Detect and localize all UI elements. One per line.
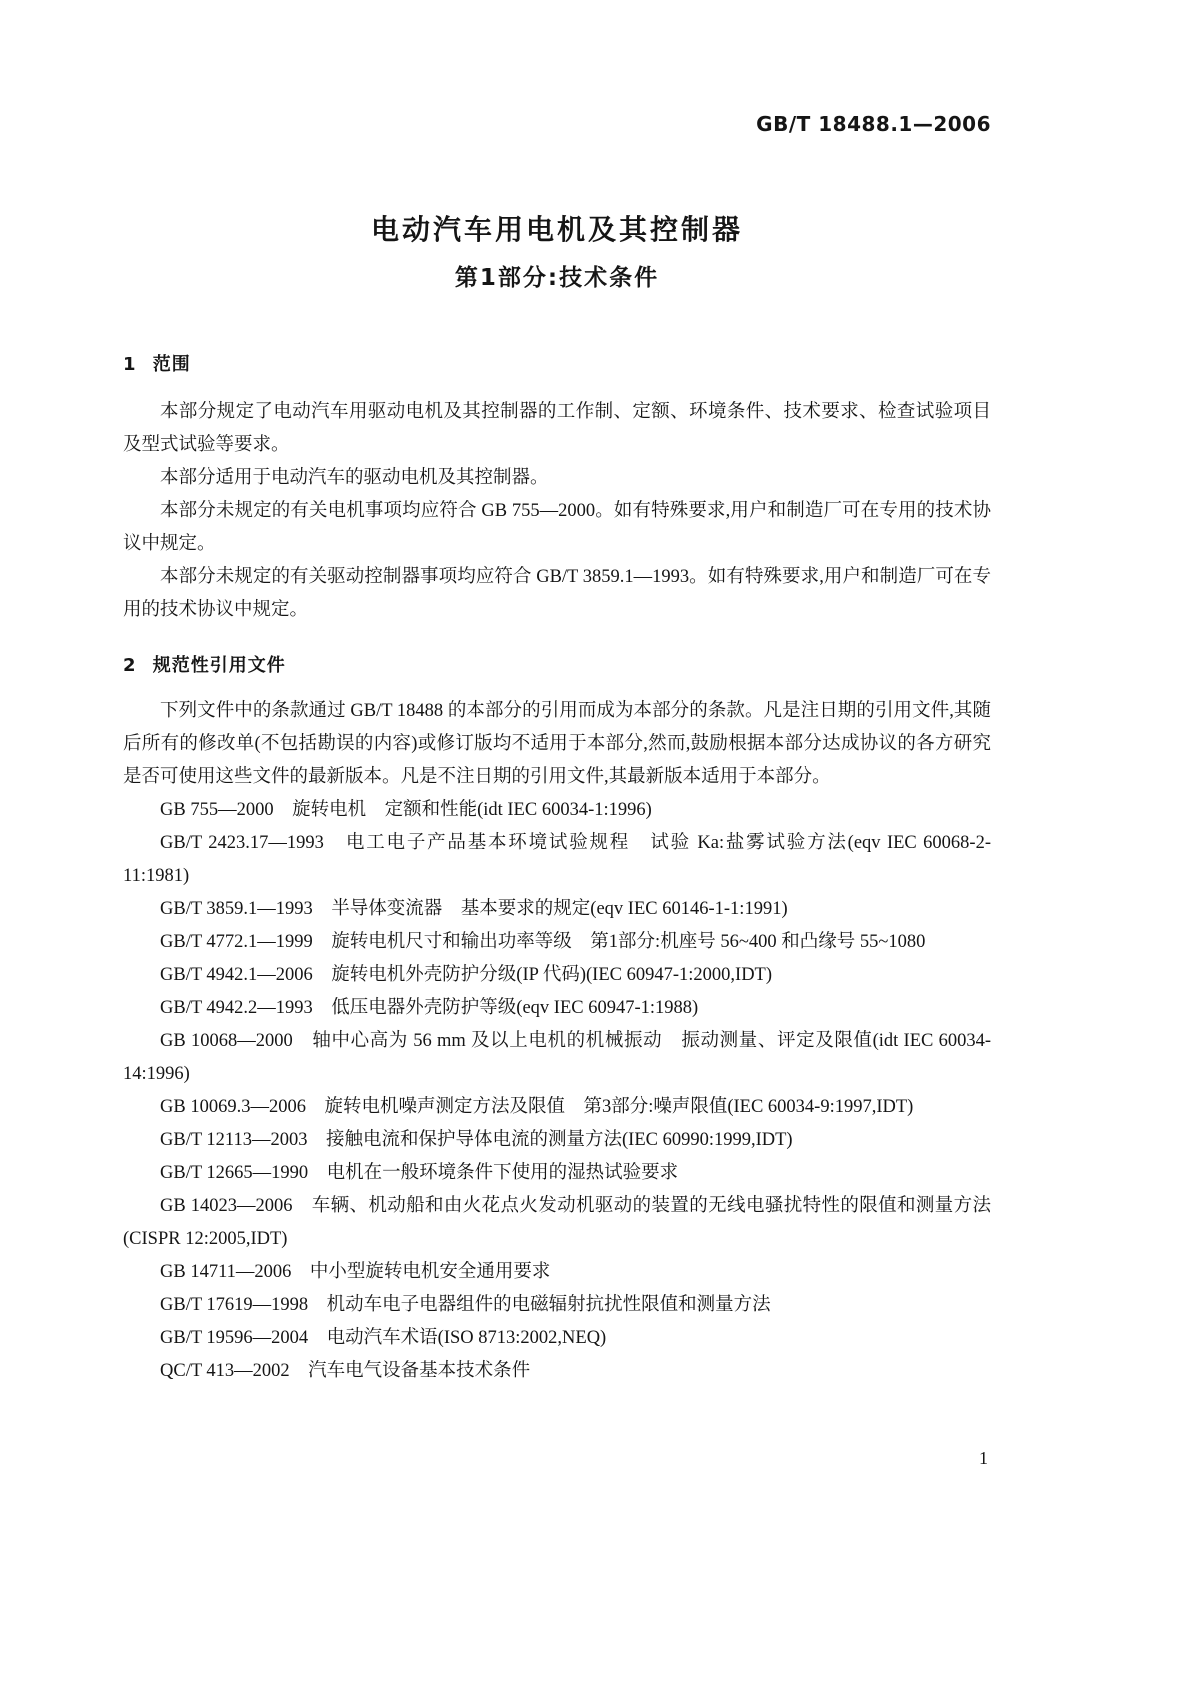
section-1-heading [123, 352, 991, 378]
reference-item: GB/T 3859.1—1993 半导体变流器 基本要求的规定(eqv IEC 60146-1-1:1991) [160, 899, 788, 919]
reference-item: GB/T 2423.17—1993 电工电子产品基本环境试验规程 试验 Ka:盐雾试验方法(eqv IEC 60068-2-11:1981) [123, 833, 991, 886]
scope-paragraph: 本部分规定了电动汽车用驱动电机及其控制器的工作制、定额、环境条件、技术要求、检查试验项目及型式试验等要求。 [123, 402, 991, 455]
reference-item: GB/T 17619—1998 机动车电子电器组件的电磁辐射抗扰性限值和测量方法 [160, 1295, 771, 1315]
reference-item: GB/T 4942.2—1993 低压电器外壳防护等级(eqv IEC 60947-1:1988) [160, 998, 699, 1018]
reference-item: GB/T 4942.1—2006 旋转电机外壳防护分级(IP 代码)(IEC 60947-1:2000,IDT) [160, 965, 773, 985]
reference-item: GB/T 4772.1—1999 旋转电机尺寸和输出功率等级 第1部分:机座号 56~400 和凸缘号 55~1080 [160, 932, 926, 952]
references-intro: 下列文件中的条款通过 GB/T 18488 的本部分的引用而成为本部分的条款。凡是注日期的引用文件,其随后所有的修改单(不包括勘误的内容)或修订版均不适用于本部分,然而,鼓励根据本部分达成协议的各方研究是否可使用这些文件的最新版本。凡是不注日期的引用文件,其最新版本适用于本部分。 [123, 701, 991, 787]
reference-item: GB 755—2000 旋转电机 定额和性能(idt IEC 60034-1:1996) [160, 800, 652, 820]
reference-item: GB/T 12113—2003 接触电流和保护导体电流的测量方法(IEC 60990:1999,IDT) [160, 1130, 793, 1150]
reference-item: GB 14711—2006 中小型旋转电机安全通用要求 [160, 1262, 551, 1282]
scope-paragraph: 本部分未规定的有关驱动控制器事项均应符合 GB/T 3859.1—1993。如有特殊要求,用户和制造厂可在专用的技术协议中规定。 [123, 567, 991, 620]
page-number: 1 [979, 1448, 988, 1468]
section-1-number: 1 [123, 354, 137, 375]
standard-code: GB/T 18488.1—2006 [756, 112, 991, 136]
section-2-title: 规范性引用文件 [152, 655, 286, 676]
reference-item: QC/T 413—2002 汽车电气设备基本技术条件 [160, 1361, 531, 1381]
section-2-heading [123, 653, 991, 679]
reference-item: GB 10069.3—2006 旋转电机噪声测定方法及限值 第3部分:噪声限值(IEC 60034-9:1997,IDT) [160, 1097, 914, 1117]
scope-paragraph: 本部分未规定的有关电机事项均应符合 GB 755—2000。如有特殊要求,用户和制造厂可在专用的技术协议中规定。 [123, 501, 991, 554]
reference-item: GB/T 19596—2004 电动汽车术语(ISO 8713:2002,NEQ) [160, 1328, 607, 1348]
scope-paragraph: 本部分适用于电动汽车的驱动电机及其控制器。 [160, 468, 549, 488]
document-subtitle: 第1部分:技术条件 [454, 265, 660, 291]
reference-item: GB 10068—2000 轴中心高为 56 mm 及以上电机的机械振动 振动测量、评定及限值(idt IEC 60034-14:1996) [123, 1031, 991, 1084]
reference-item: GB 14023—2006 车辆、机动船和由火花点火发动机驱动的装置的无线电骚扰特性的限值和测量方法(CISPR 12:2005,IDT) [123, 1196, 991, 1249]
section-1-title: 范围 [152, 354, 191, 375]
document-content [123, 112, 991, 1388]
document-title: 电动汽车用电机及其控制器 [370, 213, 743, 246]
reference-item: GB/T 12665—1990 电机在一般环境条件下使用的湿热试验要求 [160, 1163, 679, 1183]
section-2-number: 2 [123, 655, 137, 676]
